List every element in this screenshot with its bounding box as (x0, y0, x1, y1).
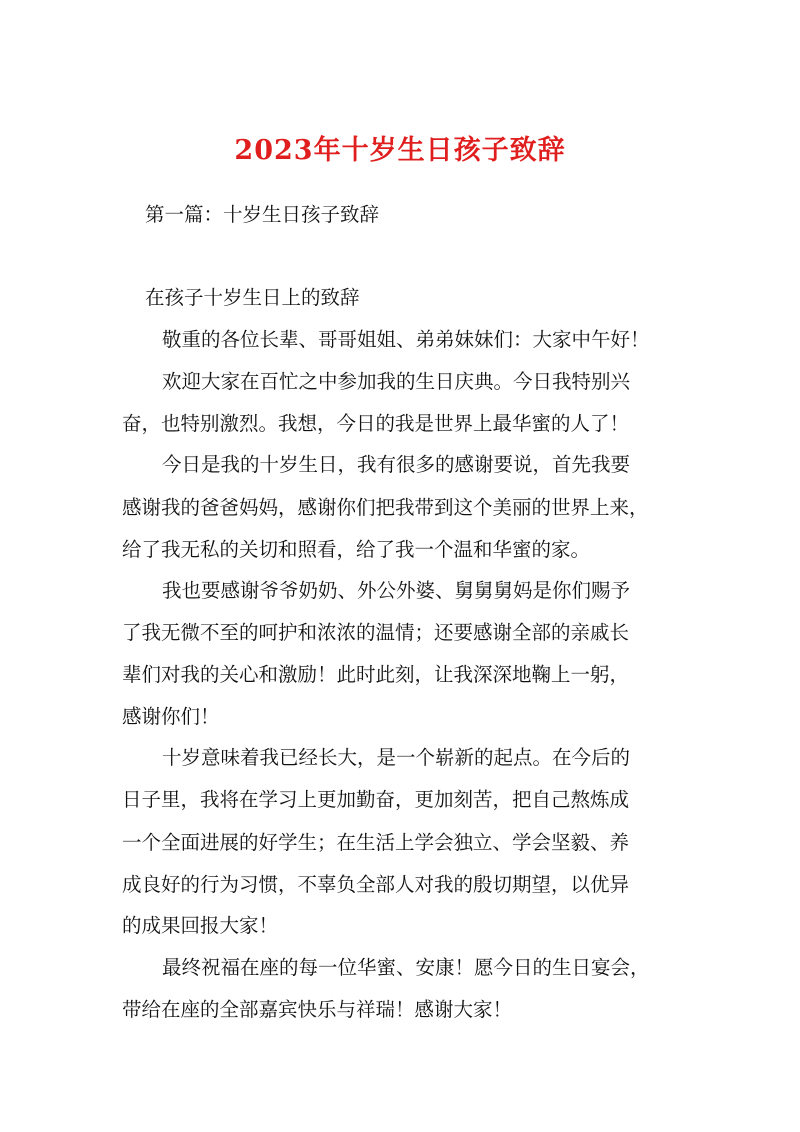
subheading: 在孩子十岁生日上的致辞 (145, 286, 360, 309)
paragraph-line: 带给在座的全部嘉宾快乐与祥瑞！感谢大家！ (122, 998, 513, 1021)
paragraph-line: 一个全面进展的好学生；在生活上学会独立、学会坚毅、养 (122, 831, 630, 854)
paragraph-line: 我也要感谢爷爷奶奶、外公外婆、舅舅舅妈是你们赐予 (162, 579, 631, 602)
paragraph-line: 成良好的行为习惯，不辜负全部人对我的殷切期望，以优异 (122, 873, 630, 896)
paragraph-line: 今日是我的十岁生日，我有很多的感谢要说，首先我要 (162, 453, 631, 476)
paragraph-line: 敬重的各位长辈、哥哥姐姐、弟弟妹妹们：大家中午好！ (162, 328, 650, 351)
paragraph-line: 感谢你们！ (122, 705, 220, 728)
paragraph-line: 的成果回报大家！ (122, 914, 279, 937)
paragraph-line: 奋，也特别激烈。我想，今日的我是世界上最华蜜的人了！ (122, 412, 630, 435)
document-title: 2023年十岁生日孩子致辞 (234, 135, 566, 166)
paragraph-line: 给了我无私的关切和照看，给了我一个温和华蜜的家。 (122, 538, 591, 561)
paragraph-line: 了我无微不至的呵护和浓浓的温情；还要感谢全部的亲戚长 (122, 621, 630, 644)
paragraph-line: 日子里，我将在学习上更加勤奋，更加刻苦，把自己熬炼成 (122, 788, 630, 811)
paragraph-line: 辈们对我的关心和激励！此时此刻，让我深深地鞠上一躬， (122, 663, 630, 686)
section-heading: 第一篇：十岁生日孩子致辞 (145, 203, 380, 226)
paragraph-line: 感谢我的爸爸妈妈，感谢你们把我带到这个美丽的世界上来， (122, 496, 649, 519)
paragraph-line: 十岁意味着我已经长大，是一个崭新的起点。在今后的 (162, 746, 631, 769)
paragraph-line: 最终祝福在座的每一位华蜜、安康！愿今日的生日宴会， (162, 956, 650, 979)
paragraph-line: 欢迎大家在百忙之中参加我的生日庆典。今日我特别兴 (162, 370, 631, 393)
